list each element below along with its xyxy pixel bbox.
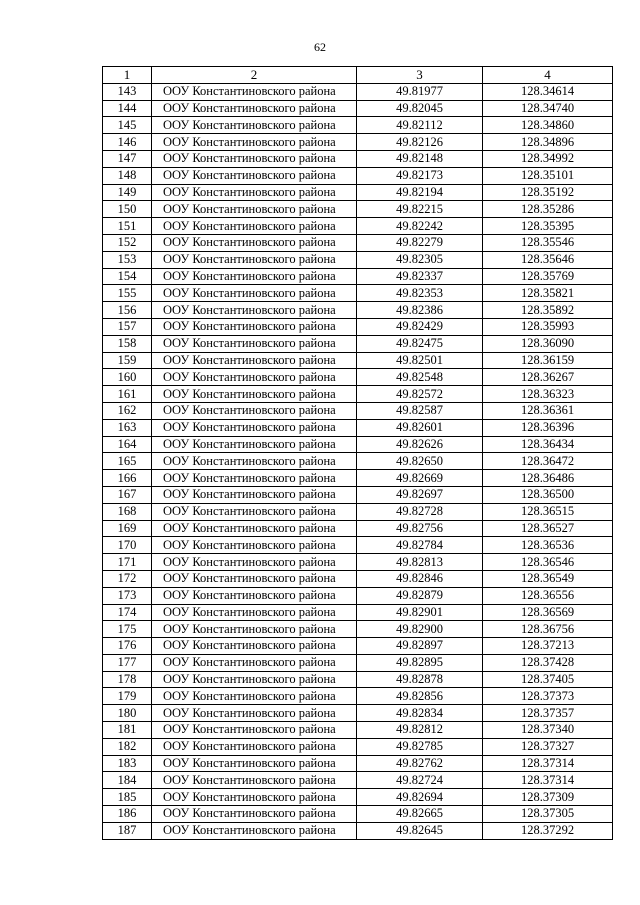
table-row — [103, 789, 613, 806]
latitude-cell: 49.82353 — [357, 285, 483, 302]
longitude-cell: 128.35769 — [483, 268, 613, 285]
row-number-cell: 154 — [103, 268, 152, 285]
table-row — [103, 738, 613, 755]
table-row — [103, 318, 613, 335]
organization-cell: ООУ Константиновского района — [152, 234, 357, 251]
longitude-cell: 128.36556 — [483, 587, 613, 604]
longitude-cell: 128.37309 — [483, 789, 613, 806]
organization-cell: ООУ Константиновского района — [152, 789, 357, 806]
latitude-cell: 49.82386 — [357, 302, 483, 319]
latitude-cell: 49.82834 — [357, 705, 483, 722]
table-row — [103, 671, 613, 688]
organization-cell: ООУ Константиновского района — [152, 352, 357, 369]
header-row — [103, 67, 613, 84]
column-header-4: 4 — [483, 67, 613, 84]
longitude-cell: 128.37327 — [483, 738, 613, 755]
longitude-cell: 128.36527 — [483, 520, 613, 537]
longitude-cell: 128.36090 — [483, 335, 613, 352]
latitude-cell: 49.82194 — [357, 184, 483, 201]
latitude-cell: 49.82587 — [357, 402, 483, 419]
table-row — [103, 83, 613, 100]
table-row — [103, 570, 613, 587]
table-row — [103, 285, 613, 302]
organization-cell: ООУ Константиновского района — [152, 470, 357, 487]
longitude-cell: 128.35286 — [483, 201, 613, 218]
organization-cell: ООУ Константиновского района — [152, 201, 357, 218]
column-header-2: 2 — [152, 67, 357, 84]
longitude-cell: 128.37305 — [483, 806, 613, 823]
longitude-cell: 128.36323 — [483, 386, 613, 403]
column-header-1: 1 — [103, 67, 152, 84]
organization-cell: ООУ Константиновского района — [152, 386, 357, 403]
organization-cell: ООУ Константиновского района — [152, 436, 357, 453]
table-row — [103, 688, 613, 705]
table-row — [103, 134, 613, 151]
latitude-cell: 49.82724 — [357, 772, 483, 789]
longitude-cell: 128.37292 — [483, 822, 613, 839]
row-number-cell: 155 — [103, 285, 152, 302]
longitude-cell: 128.35892 — [483, 302, 613, 319]
organization-cell: ООУ Константиновского района — [152, 268, 357, 285]
latitude-cell: 49.82901 — [357, 604, 483, 621]
latitude-cell: 49.82694 — [357, 789, 483, 806]
row-number-cell: 160 — [103, 369, 152, 386]
latitude-cell: 49.82126 — [357, 134, 483, 151]
latitude-cell: 49.82665 — [357, 806, 483, 823]
row-number-cell: 169 — [103, 520, 152, 537]
table-row — [103, 100, 613, 117]
latitude-cell: 49.81977 — [357, 83, 483, 100]
organization-cell: ООУ Константиновского района — [152, 134, 357, 151]
table-row — [103, 218, 613, 235]
longitude-cell: 128.36486 — [483, 470, 613, 487]
column-header-3: 3 — [357, 67, 483, 84]
latitude-cell: 49.82173 — [357, 167, 483, 184]
longitude-cell: 128.36472 — [483, 453, 613, 470]
row-number-cell: 187 — [103, 822, 152, 839]
longitude-cell: 128.36756 — [483, 621, 613, 638]
row-number-cell: 151 — [103, 218, 152, 235]
longitude-cell: 128.35646 — [483, 251, 613, 268]
row-number-cell: 145 — [103, 117, 152, 134]
latitude-cell: 49.82548 — [357, 369, 483, 386]
row-number-cell: 146 — [103, 134, 152, 151]
latitude-cell: 49.82897 — [357, 638, 483, 655]
row-number-cell: 147 — [103, 150, 152, 167]
organization-cell: ООУ Константиновского района — [152, 117, 357, 134]
organization-cell: ООУ Константиновского района — [152, 772, 357, 789]
organization-cell: ООУ Константиновского района — [152, 302, 357, 319]
longitude-cell: 128.36267 — [483, 369, 613, 386]
organization-cell: ООУ Константиновского района — [152, 554, 357, 571]
longitude-cell: 128.36361 — [483, 402, 613, 419]
table-row — [103, 251, 613, 268]
organization-cell: ООУ Константиновского района — [152, 604, 357, 621]
longitude-cell: 128.36515 — [483, 503, 613, 520]
table-row — [103, 587, 613, 604]
table-row — [103, 201, 613, 218]
organization-cell: ООУ Константиновского района — [152, 705, 357, 722]
latitude-cell: 49.82650 — [357, 453, 483, 470]
table-row — [103, 705, 613, 722]
table-row — [103, 755, 613, 772]
table-body — [103, 83, 613, 839]
organization-cell: ООУ Константиновского района — [152, 218, 357, 235]
longitude-cell: 128.36569 — [483, 604, 613, 621]
table-header — [103, 67, 613, 84]
longitude-cell: 128.36434 — [483, 436, 613, 453]
organization-cell: ООУ Константиновского района — [152, 621, 357, 638]
organization-cell: ООУ Константиновского района — [152, 806, 357, 823]
longitude-cell: 128.37340 — [483, 722, 613, 739]
organization-cell: ООУ Константиновского района — [152, 755, 357, 772]
row-number-cell: 174 — [103, 604, 152, 621]
longitude-cell: 128.35395 — [483, 218, 613, 235]
table-row — [103, 554, 613, 571]
longitude-cell: 128.36396 — [483, 419, 613, 436]
longitude-cell: 128.37314 — [483, 755, 613, 772]
organization-cell: ООУ Константиновского района — [152, 285, 357, 302]
latitude-cell: 49.82215 — [357, 201, 483, 218]
longitude-cell: 128.35546 — [483, 234, 613, 251]
organization-cell: ООУ Константиновского района — [152, 486, 357, 503]
longitude-cell: 128.36159 — [483, 352, 613, 369]
longitude-cell: 128.37213 — [483, 638, 613, 655]
longitude-cell: 128.36536 — [483, 537, 613, 554]
organization-cell: ООУ Константиновского района — [152, 638, 357, 655]
latitude-cell: 49.82601 — [357, 419, 483, 436]
latitude-cell: 49.82756 — [357, 520, 483, 537]
organization-cell: ООУ Константиновского района — [152, 402, 357, 419]
row-number-cell: 186 — [103, 806, 152, 823]
table-row — [103, 234, 613, 251]
row-number-cell: 157 — [103, 318, 152, 335]
organization-cell: ООУ Константиновского района — [152, 419, 357, 436]
organization-cell: ООУ Константиновского района — [152, 100, 357, 117]
table-row — [103, 621, 613, 638]
row-number-cell: 175 — [103, 621, 152, 638]
row-number-cell: 166 — [103, 470, 152, 487]
organization-cell: ООУ Константиновского района — [152, 318, 357, 335]
organization-cell: ООУ Константиновского района — [152, 184, 357, 201]
table-row — [103, 184, 613, 201]
row-number-cell: 184 — [103, 772, 152, 789]
latitude-cell: 49.82501 — [357, 352, 483, 369]
latitude-cell: 49.82846 — [357, 570, 483, 587]
organization-cell: ООУ Константиновского района — [152, 587, 357, 604]
row-number-cell: 177 — [103, 654, 152, 671]
longitude-cell: 128.34896 — [483, 134, 613, 151]
row-number-cell: 185 — [103, 789, 152, 806]
table-row — [103, 369, 613, 386]
latitude-cell: 49.82112 — [357, 117, 483, 134]
organization-cell: ООУ Константиновского района — [152, 83, 357, 100]
latitude-cell: 49.82669 — [357, 470, 483, 487]
organization-cell: ООУ Константиновского района — [152, 570, 357, 587]
row-number-cell: 167 — [103, 486, 152, 503]
table-row — [103, 167, 613, 184]
row-number-cell: 178 — [103, 671, 152, 688]
organization-cell: ООУ Константиновского района — [152, 251, 357, 268]
longitude-cell: 128.36549 — [483, 570, 613, 587]
row-number-cell: 180 — [103, 705, 152, 722]
row-number-cell: 176 — [103, 638, 152, 655]
latitude-cell: 49.82148 — [357, 150, 483, 167]
organization-cell: ООУ Константиновского района — [152, 822, 357, 839]
latitude-cell: 49.82878 — [357, 671, 483, 688]
organization-cell: ООУ Константиновского района — [152, 150, 357, 167]
latitude-cell: 49.82242 — [357, 218, 483, 235]
longitude-cell: 128.36500 — [483, 486, 613, 503]
latitude-cell: 49.82762 — [357, 755, 483, 772]
row-number-cell: 171 — [103, 554, 152, 571]
row-number-cell: 182 — [103, 738, 152, 755]
row-number-cell: 164 — [103, 436, 152, 453]
organization-cell: ООУ Константиновского района — [152, 369, 357, 386]
organization-cell: ООУ Константиновского района — [152, 688, 357, 705]
row-number-cell: 168 — [103, 503, 152, 520]
table-row — [103, 772, 613, 789]
table-row — [103, 806, 613, 823]
row-number-cell: 153 — [103, 251, 152, 268]
longitude-cell: 128.34614 — [483, 83, 613, 100]
table-row — [103, 537, 613, 554]
longitude-cell: 128.37373 — [483, 688, 613, 705]
row-number-cell: 179 — [103, 688, 152, 705]
longitude-cell: 128.37405 — [483, 671, 613, 688]
row-number-cell: 163 — [103, 419, 152, 436]
organization-cell: ООУ Константиновского района — [152, 167, 357, 184]
latitude-cell: 49.82895 — [357, 654, 483, 671]
row-number-cell: 161 — [103, 386, 152, 403]
table-row — [103, 470, 613, 487]
table-row — [103, 268, 613, 285]
table-row — [103, 520, 613, 537]
table-row — [103, 402, 613, 419]
latitude-cell: 49.82728 — [357, 503, 483, 520]
table-row — [103, 419, 613, 436]
latitude-cell: 49.82645 — [357, 822, 483, 839]
longitude-cell: 128.35821 — [483, 285, 613, 302]
row-number-cell: 143 — [103, 83, 152, 100]
latitude-cell: 49.82475 — [357, 335, 483, 352]
organization-cell: ООУ Константиновского района — [152, 335, 357, 352]
latitude-cell: 49.82813 — [357, 554, 483, 571]
latitude-cell: 49.82305 — [357, 251, 483, 268]
longitude-cell: 128.34860 — [483, 117, 613, 134]
latitude-cell: 49.82429 — [357, 318, 483, 335]
row-number-cell: 172 — [103, 570, 152, 587]
row-number-cell: 149 — [103, 184, 152, 201]
organization-cell: ООУ Константиновского района — [152, 654, 357, 671]
longitude-cell: 128.37357 — [483, 705, 613, 722]
longitude-cell: 128.35993 — [483, 318, 613, 335]
row-number-cell: 173 — [103, 587, 152, 604]
row-number-cell: 159 — [103, 352, 152, 369]
row-number-cell: 181 — [103, 722, 152, 739]
row-number-cell: 158 — [103, 335, 152, 352]
table-row — [103, 335, 613, 352]
organization-cell: ООУ Константиновского района — [152, 738, 357, 755]
table-row — [103, 503, 613, 520]
longitude-cell: 128.35101 — [483, 167, 613, 184]
latitude-cell: 49.82626 — [357, 436, 483, 453]
table-row — [103, 117, 613, 134]
longitude-cell: 128.34992 — [483, 150, 613, 167]
row-number-cell: 165 — [103, 453, 152, 470]
table-row — [103, 453, 613, 470]
page-number: 62 — [314, 40, 326, 54]
longitude-cell: 128.37314 — [483, 772, 613, 789]
latitude-cell: 49.82337 — [357, 268, 483, 285]
table-row — [103, 386, 613, 403]
table-row — [103, 822, 613, 839]
longitude-cell: 128.37428 — [483, 654, 613, 671]
table-row — [103, 654, 613, 671]
table-row — [103, 638, 613, 655]
row-number-cell: 148 — [103, 167, 152, 184]
row-number-cell: 156 — [103, 302, 152, 319]
latitude-cell: 49.82812 — [357, 722, 483, 739]
table-row — [103, 722, 613, 739]
row-number-cell: 152 — [103, 234, 152, 251]
row-number-cell: 150 — [103, 201, 152, 218]
longitude-cell: 128.35192 — [483, 184, 613, 201]
latitude-cell: 49.82856 — [357, 688, 483, 705]
table-row — [103, 150, 613, 167]
row-number-cell: 170 — [103, 537, 152, 554]
organization-cell: ООУ Константиновского района — [152, 537, 357, 554]
organization-cell: ООУ Константиновского района — [152, 520, 357, 537]
table-row — [103, 604, 613, 621]
longitude-cell: 128.34740 — [483, 100, 613, 117]
latitude-cell: 49.82572 — [357, 386, 483, 403]
coordinates-table — [102, 66, 613, 840]
organization-cell: ООУ Константиновского района — [152, 453, 357, 470]
latitude-cell: 49.82045 — [357, 100, 483, 117]
latitude-cell: 49.82279 — [357, 234, 483, 251]
longitude-cell: 128.36546 — [483, 554, 613, 571]
organization-cell: ООУ Константиновского района — [152, 503, 357, 520]
latitude-cell: 49.82879 — [357, 587, 483, 604]
row-number-cell: 162 — [103, 402, 152, 419]
latitude-cell: 49.82785 — [357, 738, 483, 755]
table-row — [103, 486, 613, 503]
table-row — [103, 302, 613, 319]
table-row — [103, 436, 613, 453]
row-number-cell: 183 — [103, 755, 152, 772]
latitude-cell: 49.82900 — [357, 621, 483, 638]
row-number-cell: 144 — [103, 100, 152, 117]
latitude-cell: 49.82697 — [357, 486, 483, 503]
latitude-cell: 49.82784 — [357, 537, 483, 554]
organization-cell: ООУ Константиновского района — [152, 671, 357, 688]
table-row — [103, 352, 613, 369]
organization-cell: ООУ Константиновского района — [152, 722, 357, 739]
